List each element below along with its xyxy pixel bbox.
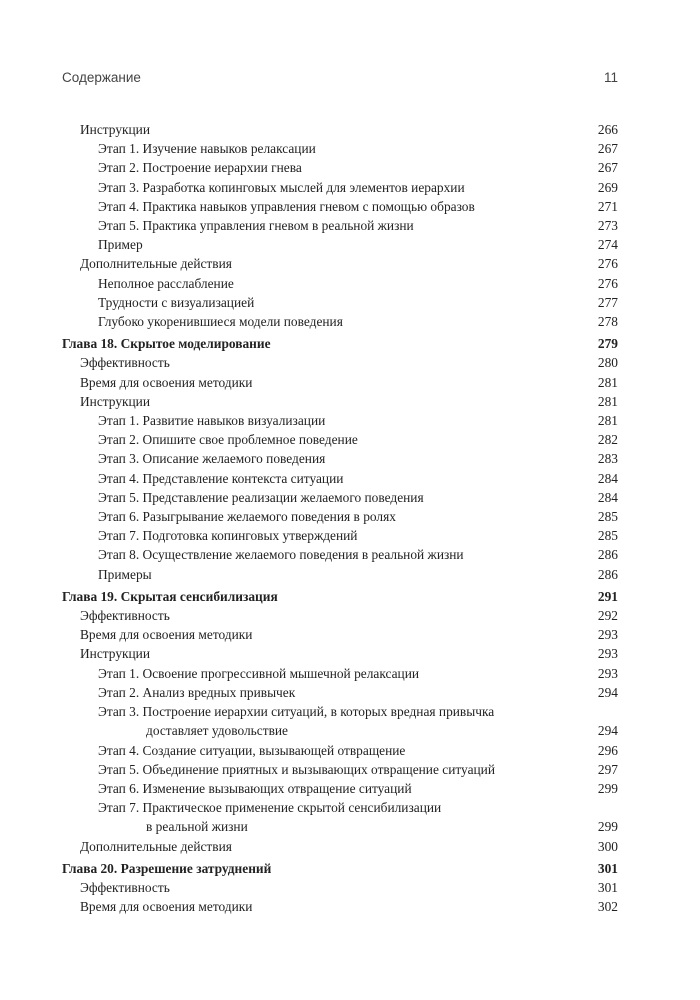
toc-entry — [62, 878, 618, 897]
toc-chapter-entry — [62, 334, 618, 353]
toc-entry-page: 301 — [597, 879, 618, 895]
toc-entry-text: Этап 5. Объединение приятных и вызывающих отвращение ситуаций — [98, 761, 496, 777]
toc-entry-title — [62, 664, 618, 683]
toc-entry-page: 267 — [597, 141, 618, 157]
toc-entry-title — [62, 702, 618, 740]
toc-entry-page: 291 — [597, 588, 618, 604]
toc-entry-text: Этап 2. Опишите свое проблемное поведение — [98, 432, 358, 448]
toc-entry-title — [62, 274, 618, 293]
toc-entry-page: 283 — [597, 451, 618, 467]
toc-chapter-entry — [62, 859, 618, 878]
toc-entry-text: Дополнительные действия — [80, 256, 232, 272]
toc-entry-page: 266 — [597, 122, 618, 137]
toc-entry-title — [62, 293, 618, 312]
toc-entry-page: 293 — [597, 627, 618, 643]
toc-entry — [62, 411, 618, 430]
running-header — [62, 70, 618, 90]
toc-entry-text: Время для освоения методики — [80, 627, 253, 643]
toc-entry — [62, 293, 618, 312]
toc-entry-page: 278 — [597, 314, 618, 330]
toc-entry — [62, 392, 618, 411]
toc-entry-text: Инструкции — [80, 122, 151, 137]
toc-entry-text: Глава 19. Скрытая сенсибилизация — [62, 588, 278, 604]
toc-entry-title — [62, 565, 618, 584]
toc-entry-page: 277 — [597, 294, 618, 310]
toc-entry — [62, 449, 618, 468]
toc-entry-text: Этап 8. Осуществление желаемого поведения в реальной жизни — [98, 547, 464, 563]
toc-entry-text: Глубоко укоренившиеся модели поведения — [98, 314, 343, 330]
toc-entry-page: 269 — [597, 179, 618, 195]
page-number: 11 — [603, 70, 618, 85]
toc-entry — [62, 702, 618, 740]
toc-entry — [62, 430, 618, 449]
toc-entry — [62, 741, 618, 760]
toc-entry — [62, 178, 618, 197]
toc-entry-title — [62, 449, 618, 468]
toc-entry — [62, 644, 618, 663]
toc-entry — [62, 760, 618, 779]
toc-entry-title — [62, 469, 618, 488]
toc-entry-page: 276 — [597, 275, 618, 291]
running-header-title: Содержание — [62, 70, 141, 85]
toc-entry-continuation: в реальной жизни — [146, 819, 248, 835]
toc-entry-title — [62, 878, 618, 897]
toc-entry-page: 300 — [597, 838, 618, 854]
toc-entry-title — [62, 897, 618, 916]
toc-entry-text: Этап 4. Практика навыков управления гневом с помощью образов — [98, 198, 475, 214]
toc-entry — [62, 798, 618, 836]
toc-entry-text: Этап 4. Представление контекста ситуации — [98, 470, 344, 486]
toc-entry-page: 271 — [597, 198, 618, 214]
toc-entry-title — [62, 798, 618, 836]
toc-entry-text: Примеры — [98, 566, 152, 582]
toc-entry-title — [62, 411, 618, 430]
toc-entry — [62, 488, 618, 507]
toc-entry — [62, 312, 618, 331]
toc-entry-title — [62, 859, 618, 878]
toc-entry — [62, 139, 618, 158]
toc-entry-page: 273 — [597, 218, 618, 234]
toc-entry — [62, 545, 618, 564]
toc-entry-title — [62, 392, 618, 411]
toc-entry — [62, 197, 618, 216]
toc-entry-page: 293 — [597, 646, 618, 662]
toc-entry-page: 286 — [597, 566, 618, 582]
toc-entry-text: Эффективность — [80, 879, 170, 895]
toc-entry — [62, 353, 618, 372]
toc-entry-title — [62, 587, 618, 606]
toc-entry-text: Этап 7. Практическое применение скрытой сенсибилизации — [98, 800, 442, 816]
toc-entry-text: Этап 5. Представление реализации желаемого поведения — [98, 489, 424, 505]
toc-entry-page: 284 — [597, 470, 618, 486]
toc-entry-title — [62, 644, 618, 663]
toc-entry-page: 294 — [597, 723, 618, 739]
toc-entry-text: Глава 20. Разрешение затруднений — [62, 860, 272, 876]
toc-entry-page: 286 — [597, 547, 618, 563]
toc-entry-title — [62, 606, 618, 625]
toc-entry-text: Пример — [98, 237, 143, 253]
toc-entry — [62, 158, 618, 177]
toc-entry-text: Этап 3. Описание желаемого поведения — [98, 451, 326, 467]
toc-entry-page: 282 — [597, 432, 618, 448]
toc-entry-title — [62, 353, 618, 372]
toc-entry — [62, 625, 618, 644]
toc-entry-page: 285 — [597, 509, 618, 525]
toc-entry-title — [62, 254, 618, 273]
toc-entry-page: 293 — [597, 665, 618, 681]
toc-entry-title — [62, 235, 618, 254]
toc-entry-title — [62, 334, 618, 353]
toc-entry-page: 296 — [597, 742, 618, 758]
toc-entry-text: Этап 2. Построение иерархии гнева — [98, 160, 302, 176]
toc-entry-title — [62, 120, 618, 139]
toc-entry-text: Этап 5. Практика управления гневом в реальной жизни — [98, 218, 414, 234]
toc-entry-continuation: доставляет удовольствие — [146, 723, 289, 739]
toc-entry-text: Этап 1. Освоение прогрессивной мышечной релаксации — [98, 665, 420, 681]
toc-entry-page: 276 — [597, 256, 618, 272]
toc-entry — [62, 683, 618, 702]
toc-entry-text: Этап 3. Разработка копинговых мыслей для элементов иерархии — [98, 179, 465, 195]
toc-entry-page: 267 — [597, 160, 618, 176]
toc-entry-title — [62, 216, 618, 235]
toc-entry-title — [62, 779, 618, 798]
toc-entry-text: Этап 4. Создание ситуации, вызывающей отвращение — [98, 742, 406, 758]
toc-entry-page: 299 — [597, 819, 618, 835]
toc-entry — [62, 526, 618, 545]
toc-entry-title — [62, 197, 618, 216]
toc-entry-page: 301 — [597, 860, 618, 876]
toc-entry-text: Этап 6. Изменение вызывающих отвращение ситуаций — [98, 780, 412, 796]
toc-entry — [62, 897, 618, 916]
toc-entry-text: Этап 7. Подготовка копинговых утверждений — [98, 528, 358, 544]
toc-entry-text: Этап 1. Изучение навыков релаксации — [98, 141, 316, 157]
toc-entry-text: Инструкции — [80, 646, 151, 662]
toc-entry-text: Время для освоения методики — [80, 899, 253, 915]
toc-entry-title — [62, 178, 618, 197]
toc-entry-text: Этап 3. Построение иерархии ситуаций, в которых вредная привычка — [98, 704, 495, 720]
toc-entry-text: Трудности с визуализацией — [98, 294, 255, 310]
toc-entry-text: Эффективность — [80, 608, 170, 624]
toc-entry-text: Глава 18. Скрытое моделирование — [62, 336, 271, 352]
table-of-contents — [62, 120, 618, 916]
toc-entry — [62, 779, 618, 798]
toc-entry — [62, 120, 618, 139]
toc-entry-page: 281 — [597, 393, 618, 409]
toc-entry-page: 299 — [597, 780, 618, 796]
toc-entry — [62, 507, 618, 526]
toc-entry-title — [62, 507, 618, 526]
toc-chapter-entry — [62, 587, 618, 606]
toc-entry — [62, 373, 618, 392]
toc-entry-title — [62, 683, 618, 702]
toc-entry-page: 281 — [597, 374, 618, 390]
toc-entry-page: 274 — [597, 237, 618, 253]
toc-entry-text: Неполное расслабление — [98, 275, 234, 291]
toc-entry — [62, 606, 618, 625]
toc-entry-text: Этап 6. Разыгрывание желаемого поведения в ролях — [98, 509, 396, 525]
toc-entry-text: Время для освоения методики — [80, 374, 253, 390]
toc-entry — [62, 565, 618, 584]
toc-entry-title — [62, 373, 618, 392]
toc-entry-text: Дополнительные действия — [80, 838, 232, 854]
toc-entry-text: Инструкции — [80, 393, 151, 409]
toc-entry-page: 294 — [597, 684, 618, 700]
toc-entry-page: 297 — [597, 761, 618, 777]
toc-entry — [62, 216, 618, 235]
toc-entry-page: 279 — [597, 336, 618, 352]
toc-entry-title — [62, 488, 618, 507]
toc-entry-text: Этап 2. Анализ вредных привычек — [98, 684, 296, 700]
toc-entry-page: 281 — [597, 413, 618, 429]
toc-entry — [62, 837, 618, 856]
toc-entry-title — [62, 741, 618, 760]
toc-entry-page: 285 — [597, 528, 618, 544]
toc-entry-title — [62, 312, 618, 331]
toc-entry-page: 292 — [597, 608, 618, 624]
toc-entry — [62, 274, 618, 293]
toc-entry-title — [62, 545, 618, 564]
toc-entry-title — [62, 625, 618, 644]
toc-entry-title — [62, 430, 618, 449]
toc-entry-title — [62, 760, 618, 779]
toc-entry-title — [62, 139, 618, 158]
toc-entry-text: Этап 1. Развитие навыков визуализации — [98, 413, 326, 429]
toc-entry-page: 280 — [597, 355, 618, 371]
toc-entry-title — [62, 526, 618, 545]
toc-entry — [62, 254, 618, 273]
toc-entry — [62, 235, 618, 254]
toc-entry-text: Эффективность — [80, 355, 170, 371]
toc-entry-title — [62, 837, 618, 856]
toc-entry — [62, 469, 618, 488]
toc-entry-page: 302 — [597, 899, 618, 915]
toc-entry-page: 284 — [597, 489, 618, 505]
toc-entry — [62, 664, 618, 683]
toc-entry-title — [62, 158, 618, 177]
